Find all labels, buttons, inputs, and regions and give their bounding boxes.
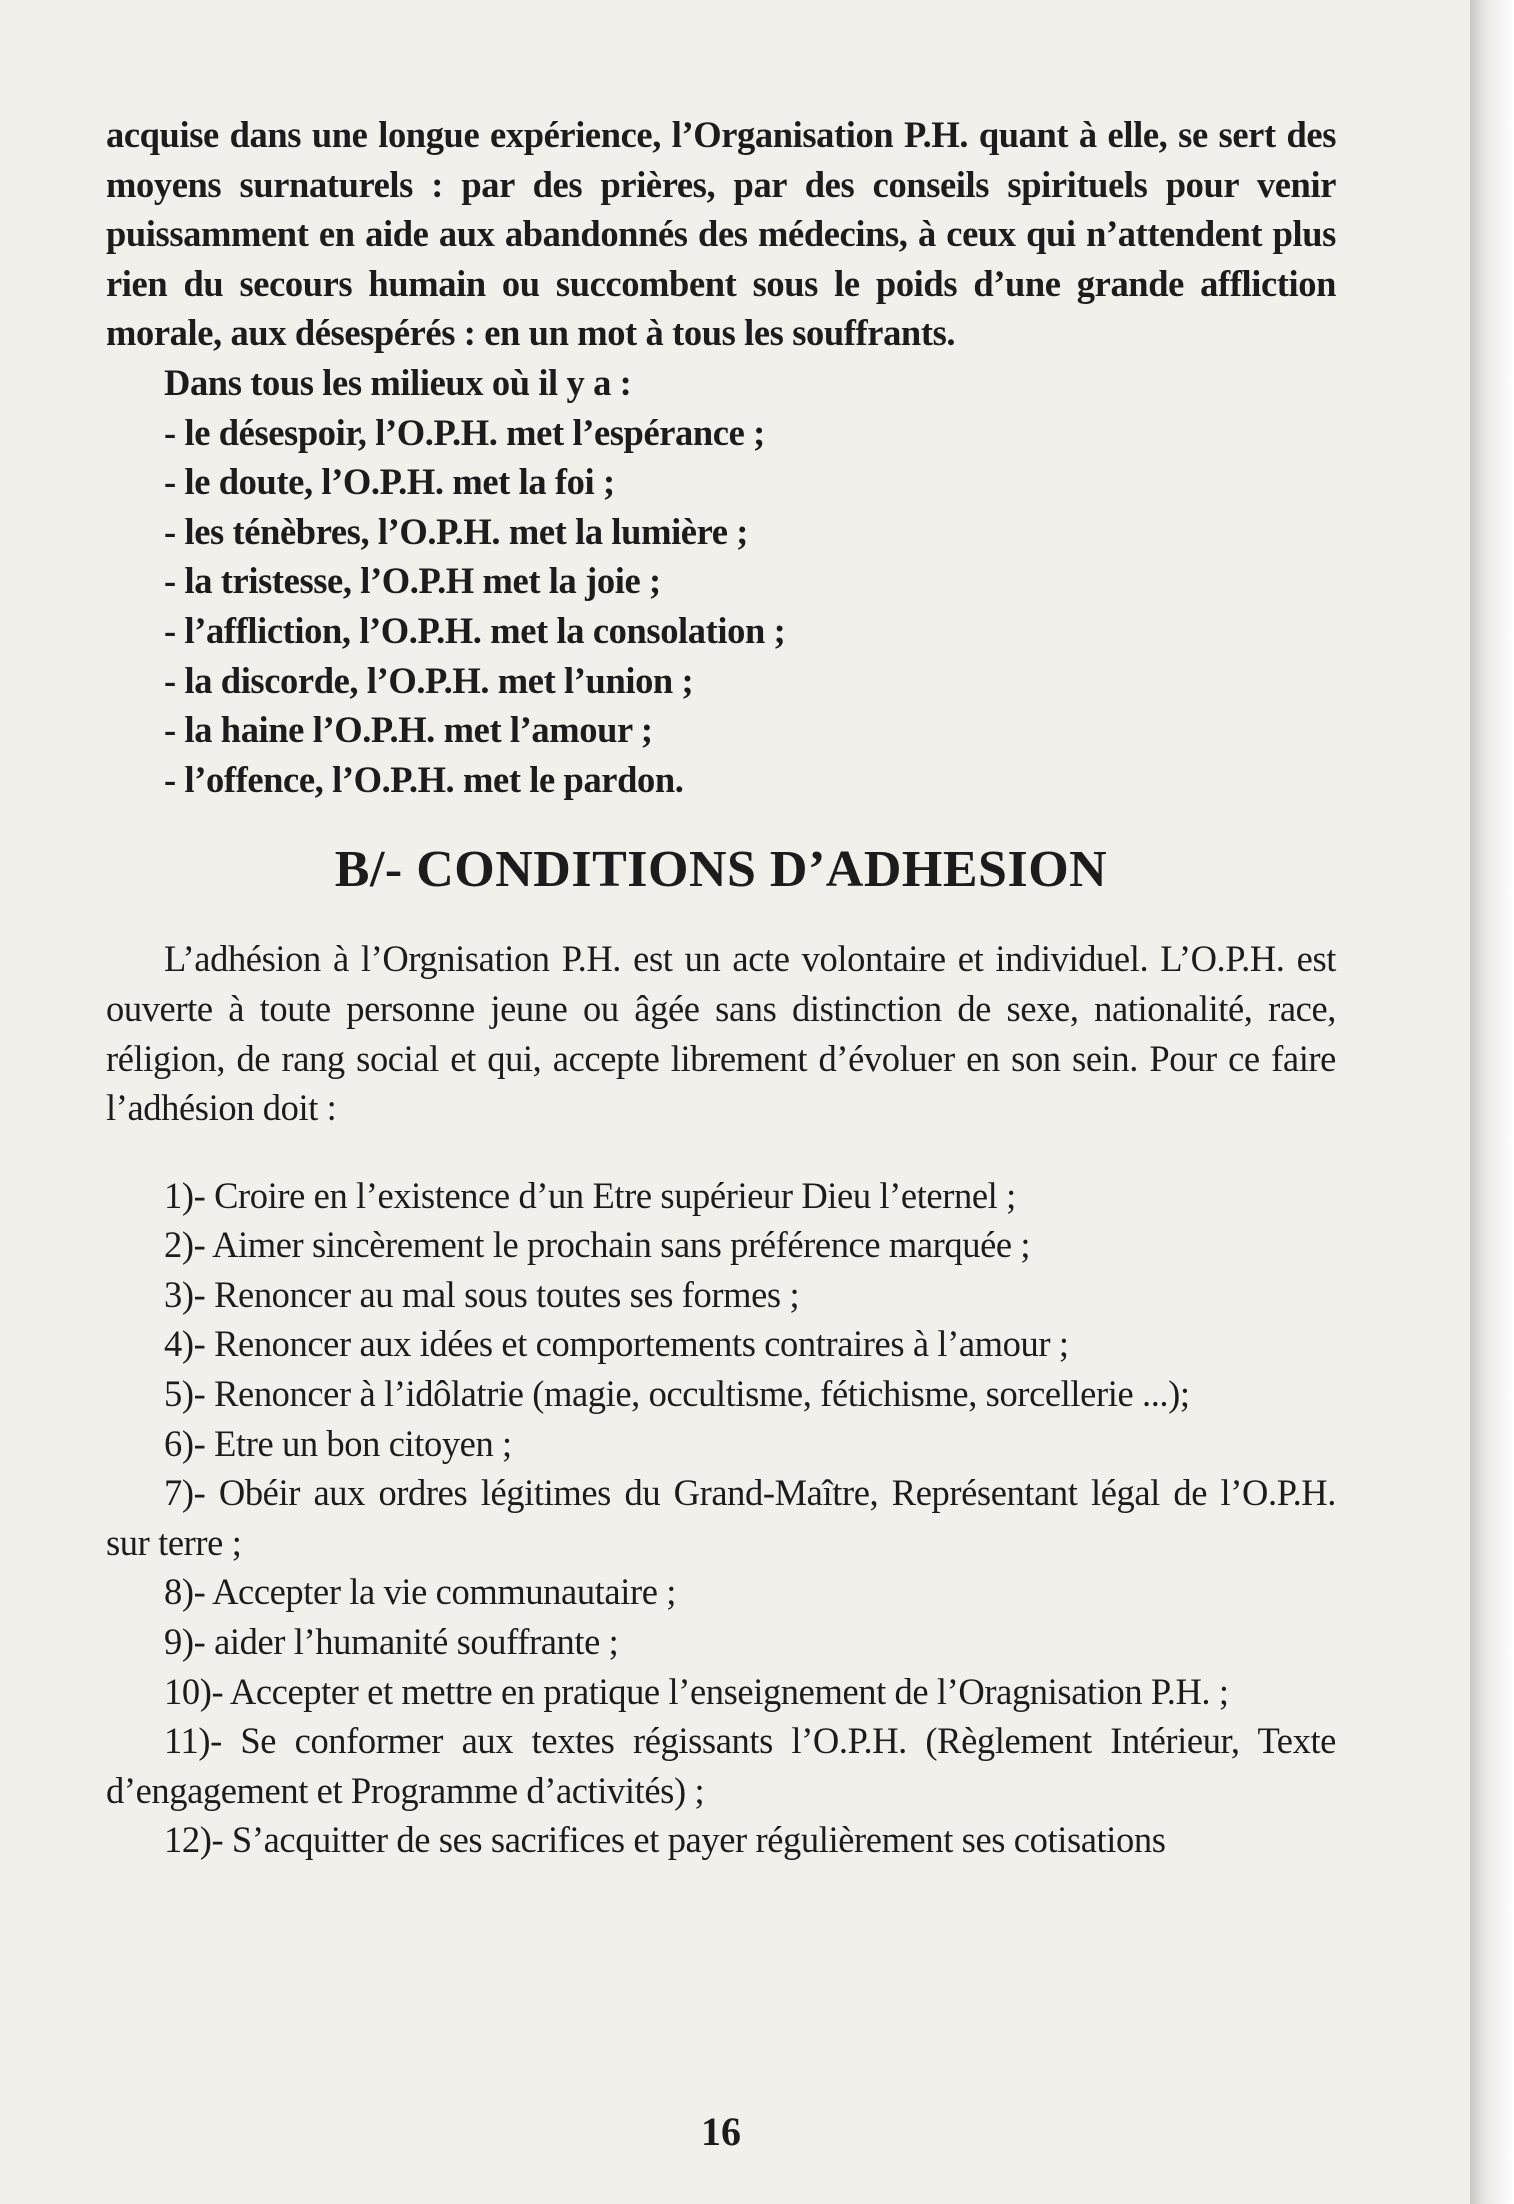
list-item: - le désespoir, l’O.P.H. met l’espérance ; (164, 411, 765, 453)
condition-item: 2)- Aimer sincèrement le prochain sans préférence marquée ; (164, 1224, 1031, 1266)
section-heading: B/- CONDITIONS D’ADHESION (334, 841, 1108, 899)
list-item: - l’affliction, l’O.P.H. met la consolation ; (164, 609, 786, 651)
condition-item: 9)- aider l’humanité souffrante ; (164, 1621, 619, 1663)
condition-item: 3)- Renoncer au mal sous toutes ses formes ; (164, 1273, 800, 1315)
page-edge-shadow (1470, 0, 1514, 2204)
milieux-list (106, 408, 1336, 805)
list-item: - le doute, l’O.P.H. met la foi ; (164, 461, 615, 503)
list-item: - la tristesse, l’O.P.H met la joie ; (164, 560, 661, 602)
condition-item: 11)- Se conformer aux textes régissants l’O.P.H. (Règlement Intérieur, Texte d’engagement et Programme d’activités) ; (106, 1720, 1336, 1811)
list-item: - l’offence, l’O.P.H. met le pardon. (164, 758, 684, 800)
conditions-list (106, 1171, 1336, 1865)
page-body (106, 110, 1336, 1865)
condition-item: 12)- S’acquitter de ses sacrifices et payer régulièrement ses cotisations (164, 1819, 1166, 1861)
adhesion-paragraph: L’adhésion à l’Orgnisation P.H. est un acte volontaire et individuel. L’O.P.H. est ouverte à toute personne jeune ou âgée sans distinction de sexe, nationalité, race, réligion, de rang social et qui, accepte librement d’évoluer en son sein. Pour ce faire l’adhésion doit : (106, 938, 1336, 1129)
milieux-intro: Dans tous les milieux où il y a : (164, 361, 632, 403)
condition-item: 8)- Accepter la vie communautaire ; (164, 1571, 676, 1613)
page-number: 16 (701, 2109, 741, 2154)
list-item: - la discorde, l’O.P.H. met l’union ; (164, 659, 694, 701)
condition-item: 4)- Renoncer aux idées et comportements contraires à l’amour ; (164, 1323, 1069, 1365)
intro-paragraph: acquise dans une longue expérience, l’Organisation P.H. quant à elle, se sert des moyens surnaturels : par des prières, par des conseils spirituels pour venir puissamment en aide aux abandonnés des médecins, à ceux qui n’attendent plus rien du secours humain ou succombent sous le poids d’une grande affliction morale, aux désespérés : en un mot à tous les souffrants. (106, 114, 1336, 354)
condition-item: 10)- Accepter et mettre en pratique l’enseignement de l’Oragnisation P.H. ; (164, 1670, 1229, 1712)
list-item: - la haine l’O.P.H. met l’amour ; (164, 709, 653, 751)
condition-item: 1)- Croire en l’existence d’un Etre supérieur Dieu l’eternel ; (164, 1174, 1016, 1216)
condition-item: 7)- Obéir aux ordres légitimes du Grand-Maître, Représentant légal de l’O.P.H. sur terre ; (106, 1472, 1336, 1563)
list-item: - les ténèbres, l’O.P.H. met la lumière ; (164, 510, 749, 552)
condition-item: 6)- Etre un bon citoyen ; (164, 1422, 512, 1464)
condition-item: 5)- Renoncer à l’idôlatrie (magie, occultisme, fétichisme, sorcellerie ...); (164, 1373, 1190, 1415)
